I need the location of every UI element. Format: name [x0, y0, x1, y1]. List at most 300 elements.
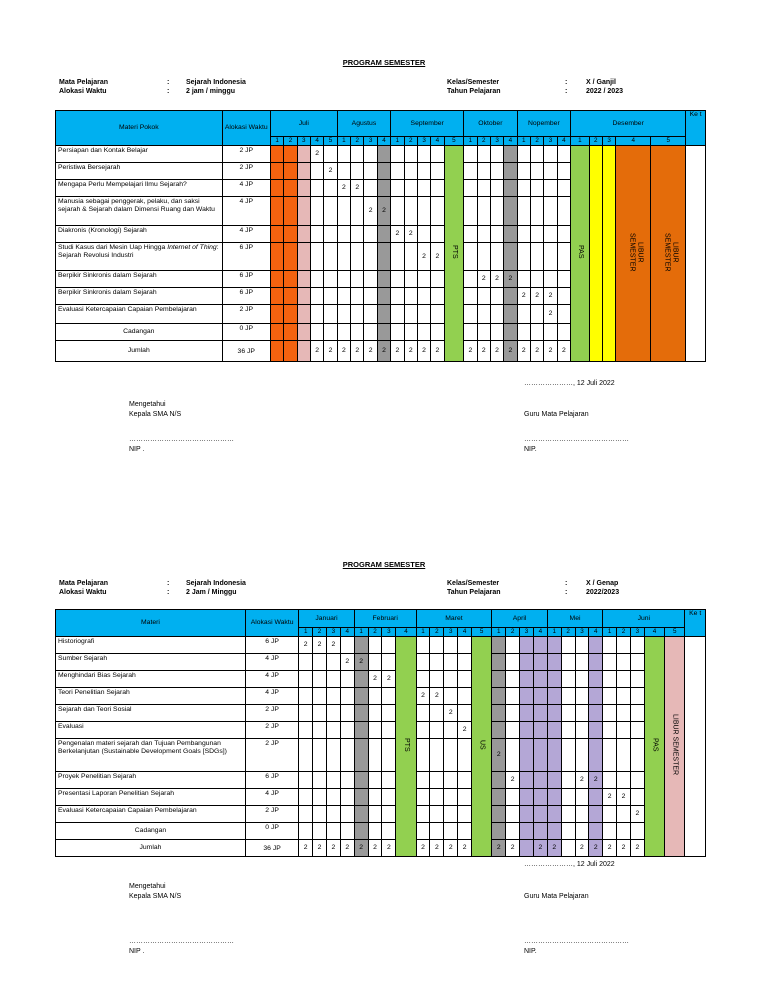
week-cell	[430, 671, 444, 688]
week-cell	[561, 840, 575, 857]
week-cell: 2	[617, 789, 631, 806]
week-cell	[354, 671, 368, 688]
materi-cell: Peristiwa Bersejarah	[56, 163, 223, 180]
week-cell	[520, 654, 534, 671]
week-cell	[382, 705, 396, 722]
week-cell: 2	[404, 226, 417, 243]
week-cell	[517, 324, 530, 341]
week-number: 1	[603, 628, 617, 637]
week-cell	[351, 197, 364, 226]
alokasi-cell: 2 JP	[222, 305, 270, 324]
week-number: 1	[354, 628, 368, 637]
colon-col-1b: : :	[565, 79, 568, 95]
week-cell: 2	[444, 840, 458, 857]
week-cell	[589, 637, 603, 654]
week-cell	[464, 243, 477, 271]
week-cell	[297, 243, 310, 271]
week-cell	[458, 823, 472, 840]
week-cell	[310, 305, 323, 324]
week-number: 2	[506, 628, 520, 637]
week-cell	[603, 739, 617, 772]
week-cell	[557, 197, 570, 226]
week-cell	[603, 654, 617, 671]
week-cell	[547, 637, 561, 654]
week-cell: 2	[404, 341, 417, 362]
week-cell: 2	[575, 772, 589, 789]
week-cell	[354, 705, 368, 722]
week-cell	[337, 324, 350, 341]
week-cell	[520, 739, 534, 772]
week-cell	[530, 226, 543, 243]
week-cell	[337, 243, 350, 271]
week-cell	[530, 324, 543, 341]
week-cell: 2	[368, 840, 382, 857]
week-cell	[326, 772, 340, 789]
week-cell	[589, 654, 603, 671]
week-cell	[351, 324, 364, 341]
week-cell	[444, 806, 458, 823]
week-cell	[431, 271, 444, 288]
date-line-2: …………………, 12 Juli 2022	[524, 861, 615, 868]
week-number: 4	[340, 628, 354, 637]
week-number: 1	[299, 628, 313, 637]
week-cell	[430, 789, 444, 806]
week-cell	[299, 772, 313, 789]
week-cell: 2	[492, 739, 506, 772]
week-number: 4	[644, 628, 664, 637]
week-cell	[310, 163, 323, 180]
week-cell	[431, 180, 444, 197]
guru-1: Guru Mata Pelajaran	[524, 411, 589, 418]
week-cell	[533, 722, 547, 739]
week-cell: 2	[340, 654, 354, 671]
week-cell	[530, 163, 543, 180]
week-cell: 2	[337, 341, 350, 362]
week-cell	[354, 772, 368, 789]
week-cell	[391, 305, 404, 324]
week-cell	[313, 806, 327, 823]
week-cell	[477, 288, 490, 305]
week-cell	[603, 722, 617, 739]
alokasi-cell: 6 JP	[245, 772, 298, 789]
week-cell: 2	[589, 772, 603, 789]
week-cell	[299, 671, 313, 688]
week-cell	[417, 288, 430, 305]
week-cell	[337, 271, 350, 288]
week-number: 2	[477, 137, 490, 146]
week-cell: 2	[299, 637, 313, 654]
week-cell: 2	[464, 341, 477, 362]
week-cell	[458, 789, 472, 806]
info-right-labels-2: Kelas/Semester Tahun Pelajaran	[447, 580, 501, 596]
week-cell	[517, 180, 530, 197]
materi-cell: Persiapan dan Kontak Belajar	[56, 146, 223, 163]
week-cell	[477, 243, 490, 271]
week-cell	[354, 637, 368, 654]
week-cell	[430, 722, 444, 739]
mengetahui-1: Mengetahui	[129, 401, 166, 408]
week-cell	[430, 772, 444, 789]
week-number: 4	[504, 137, 517, 146]
week-cell	[326, 823, 340, 840]
header-materi: Materi	[56, 610, 246, 637]
week-cell	[324, 324, 337, 341]
week-cell: 2	[340, 840, 354, 857]
week-cell	[364, 180, 377, 197]
week-cell	[589, 671, 603, 688]
week-cell	[575, 688, 589, 705]
week-cell	[326, 722, 340, 739]
materi-cell: Evaluasi	[56, 722, 246, 739]
week-cell: 2	[337, 180, 350, 197]
week-cell	[368, 789, 382, 806]
week-cell	[603, 806, 617, 823]
week-cell	[477, 180, 490, 197]
week-cell	[477, 226, 490, 243]
week-cell	[364, 146, 377, 163]
week-cell: 2	[617, 840, 631, 857]
week-cell	[557, 288, 570, 305]
week-cell	[589, 739, 603, 772]
week-cell	[444, 688, 458, 705]
week-cell	[417, 163, 430, 180]
info-left-values-2: Sejarah Indonesia 2 Jam / Minggu	[186, 580, 246, 596]
week-number: 3	[602, 137, 615, 146]
info-left-values-1	[186, 78, 246, 96]
week-cell	[520, 823, 534, 840]
week-cell	[364, 305, 377, 324]
week-cell	[617, 671, 631, 688]
week-cell	[270, 146, 283, 163]
week-cell	[368, 739, 382, 772]
week-cell	[391, 324, 404, 341]
week-cell: 2	[630, 806, 644, 823]
week-cell	[544, 271, 557, 288]
week-cell	[368, 705, 382, 722]
week-cell	[337, 197, 350, 226]
month-header: Maret	[416, 610, 492, 628]
week-cell	[490, 324, 503, 341]
week-cell	[492, 806, 506, 823]
alokasi-cell: 4 JP	[222, 226, 270, 243]
week-number: 5	[472, 628, 492, 637]
week-cell	[270, 226, 283, 243]
month-header: Januari	[299, 610, 354, 628]
week-cell	[417, 180, 430, 197]
libur-block-text: LIBUR SEMESTER	[671, 714, 679, 776]
week-cell	[270, 324, 283, 341]
week-cell	[354, 789, 368, 806]
week-cell	[492, 688, 506, 705]
week-cell: 2	[544, 288, 557, 305]
week-cell	[377, 288, 390, 305]
week-cell	[430, 823, 444, 840]
week-cell	[506, 671, 520, 688]
week-cell	[368, 772, 382, 789]
week-cell	[504, 243, 517, 271]
week-cell	[284, 324, 297, 341]
week-cell	[326, 705, 340, 722]
week-cell	[382, 772, 396, 789]
week-cell	[416, 772, 430, 789]
week-cell	[299, 722, 313, 739]
week-cell	[297, 180, 310, 197]
week-cell	[490, 305, 503, 324]
week-cell	[417, 271, 430, 288]
week-cell	[544, 180, 557, 197]
week-cell	[284, 226, 297, 243]
week-cell	[517, 226, 530, 243]
week-cell	[561, 671, 575, 688]
week-cell	[575, 739, 589, 772]
nip-right-1: NIP.	[524, 446, 537, 453]
week-number: 2	[589, 137, 602, 146]
alokasi-cell: 2 JP	[245, 722, 298, 739]
week-cell	[297, 146, 310, 163]
week-cell	[547, 671, 561, 688]
week-cell	[354, 806, 368, 823]
week-cell	[377, 271, 390, 288]
week-cell	[368, 806, 382, 823]
week-cell: 2	[575, 840, 589, 857]
week-cell	[391, 180, 404, 197]
week-cell	[417, 324, 430, 341]
week-cell	[492, 823, 506, 840]
week-cell	[284, 288, 297, 305]
week-cell	[477, 146, 490, 163]
week-cell	[270, 341, 283, 362]
week-cell	[561, 722, 575, 739]
week-number: 4	[396, 628, 416, 637]
month-header: Juni	[603, 610, 685, 628]
week-cell	[630, 688, 644, 705]
week-cell	[544, 226, 557, 243]
pts-block	[396, 637, 416, 857]
week-cell	[324, 288, 337, 305]
week-number: 4	[589, 628, 603, 637]
week-cell	[377, 180, 390, 197]
week-cell	[430, 654, 444, 671]
week-cell: 2	[382, 840, 396, 857]
week-cell	[557, 163, 570, 180]
week-cell	[364, 288, 377, 305]
week-cell	[310, 180, 323, 197]
alokasi-cell: 36 JP	[222, 341, 270, 362]
week-cell	[416, 789, 430, 806]
week-cell: 2	[324, 163, 337, 180]
week-cell	[297, 324, 310, 341]
week-cell	[506, 722, 520, 739]
week-cell	[458, 671, 472, 688]
us-block-text: US	[478, 740, 486, 750]
week-number: 3	[544, 137, 557, 146]
alokasi-cell: 6 JP	[222, 271, 270, 288]
week-cell	[444, 671, 458, 688]
week-cell	[382, 789, 396, 806]
alokasi-cell: 2 JP	[222, 163, 270, 180]
week-cell	[284, 271, 297, 288]
materi-cell: Presentasi Laporan Penelitian Sejarah	[56, 789, 246, 806]
week-cell	[337, 146, 350, 163]
alokasi-cell: 6 JP	[222, 288, 270, 305]
week-cell	[430, 739, 444, 772]
materi-cell: Menghindari Bias Sejarah	[56, 671, 246, 688]
week-cell	[464, 226, 477, 243]
pts-block-text: PTS	[402, 738, 410, 752]
week-cell	[337, 305, 350, 324]
week-cell: 2	[530, 288, 543, 305]
sign-dots-right-1: ………………………………………	[524, 436, 629, 443]
guru-2: Guru Mata Pelajaran	[524, 893, 589, 900]
week-cell	[603, 772, 617, 789]
week-cell: 2	[547, 840, 561, 857]
week-cell	[617, 739, 631, 772]
week-cell	[416, 654, 430, 671]
week-cell	[533, 806, 547, 823]
tahun-value: 2022 / 2023	[586, 88, 623, 95]
week-cell	[504, 163, 517, 180]
week-cell	[324, 226, 337, 243]
week-cell	[377, 146, 390, 163]
week-cell	[284, 305, 297, 324]
week-cell	[417, 305, 430, 324]
week-cell: 2	[630, 840, 644, 857]
mapel-label: Mata Pelajaran	[59, 79, 109, 86]
week-cell	[404, 288, 417, 305]
week-cell	[324, 305, 337, 324]
week-cell	[477, 324, 490, 341]
week-cell	[506, 705, 520, 722]
week-cell: 2	[504, 271, 517, 288]
week-cell	[630, 705, 644, 722]
week-cell	[297, 288, 310, 305]
week-cell	[364, 163, 377, 180]
week-cell	[589, 688, 603, 705]
week-cell	[575, 654, 589, 671]
week-cell	[313, 722, 327, 739]
week-cell	[382, 806, 396, 823]
week-cell	[477, 197, 490, 226]
week-cell: 2	[310, 146, 323, 163]
week-cell	[382, 722, 396, 739]
week-cell	[557, 324, 570, 341]
week-cell	[340, 722, 354, 739]
week-cell	[575, 823, 589, 840]
week-number: 2	[430, 628, 444, 637]
week-cell	[391, 197, 404, 226]
week-cell	[310, 226, 323, 243]
week-number: 5	[444, 137, 464, 146]
week-cell	[326, 671, 340, 688]
week-cell	[431, 226, 444, 243]
week-cell: 2	[477, 341, 490, 362]
week-cell	[547, 772, 561, 789]
libur-block-2	[651, 146, 686, 362]
week-cell	[561, 705, 575, 722]
week-cell	[520, 806, 534, 823]
pts-block-text: PTS	[450, 245, 458, 259]
week-cell: 2	[416, 688, 430, 705]
week-number: 3	[575, 628, 589, 637]
week-number: 5	[665, 628, 685, 637]
week-cell	[337, 226, 350, 243]
week-cell: 2	[603, 840, 617, 857]
week-number: 2	[617, 628, 631, 637]
libur-block	[665, 637, 685, 857]
week-cell	[589, 705, 603, 722]
week-cell	[270, 288, 283, 305]
info-right-values-1	[586, 78, 623, 96]
week-cell: 2	[431, 243, 444, 271]
week-cell	[416, 671, 430, 688]
week-number: 5	[324, 137, 337, 146]
week-cell	[561, 823, 575, 840]
week-cell	[417, 197, 430, 226]
week-cell	[506, 806, 520, 823]
week-cell	[299, 806, 313, 823]
week-cell	[326, 654, 340, 671]
week-cell	[444, 789, 458, 806]
week-number: 4	[377, 137, 390, 146]
month-header: Agustus	[337, 111, 390, 137]
week-cell	[561, 688, 575, 705]
week-cell	[544, 163, 557, 180]
alokasi-cell: 2 JP	[222, 146, 270, 163]
week-cell	[490, 226, 503, 243]
week-cell	[544, 324, 557, 341]
week-cell	[416, 705, 430, 722]
week-cell	[430, 806, 444, 823]
week-cell	[490, 243, 503, 271]
week-number: 2	[561, 628, 575, 637]
week-cell	[324, 243, 337, 271]
week-number: 4	[533, 628, 547, 637]
week-cell	[404, 197, 417, 226]
week-cell	[630, 789, 644, 806]
week-cell	[533, 823, 547, 840]
week-cell: 2	[490, 341, 503, 362]
week-cell	[270, 197, 283, 226]
week-cell: 2	[382, 671, 396, 688]
week-cell	[340, 823, 354, 840]
week-cell	[492, 772, 506, 789]
week-cell	[530, 197, 543, 226]
week-cell	[603, 688, 617, 705]
week-cell	[492, 671, 506, 688]
info-left-labels-2: Mata Pelajaran Alokasi Waktu	[59, 580, 109, 596]
week-cell	[533, 739, 547, 772]
header-materi: Materi Pokok	[56, 111, 223, 146]
pas-block-text: PAS	[576, 245, 584, 259]
week-cell	[520, 705, 534, 722]
week-cell	[557, 243, 570, 271]
week-cell	[544, 197, 557, 226]
materi-cell: Sumber Sejarah	[56, 654, 246, 671]
info-right-labels-1	[447, 78, 501, 96]
week-cell	[504, 324, 517, 341]
week-cell	[377, 226, 390, 243]
week-cell	[310, 197, 323, 226]
tahun-label: Tahun Pelajaran	[447, 88, 501, 95]
week-cell	[444, 739, 458, 772]
week-cell	[324, 146, 337, 163]
alokasi-cell: 2 JP	[245, 705, 298, 722]
week-cell	[533, 671, 547, 688]
week-cell	[490, 197, 503, 226]
nip-left-2: NIP .	[129, 948, 145, 955]
week-cell	[324, 271, 337, 288]
week-cell	[530, 243, 543, 271]
